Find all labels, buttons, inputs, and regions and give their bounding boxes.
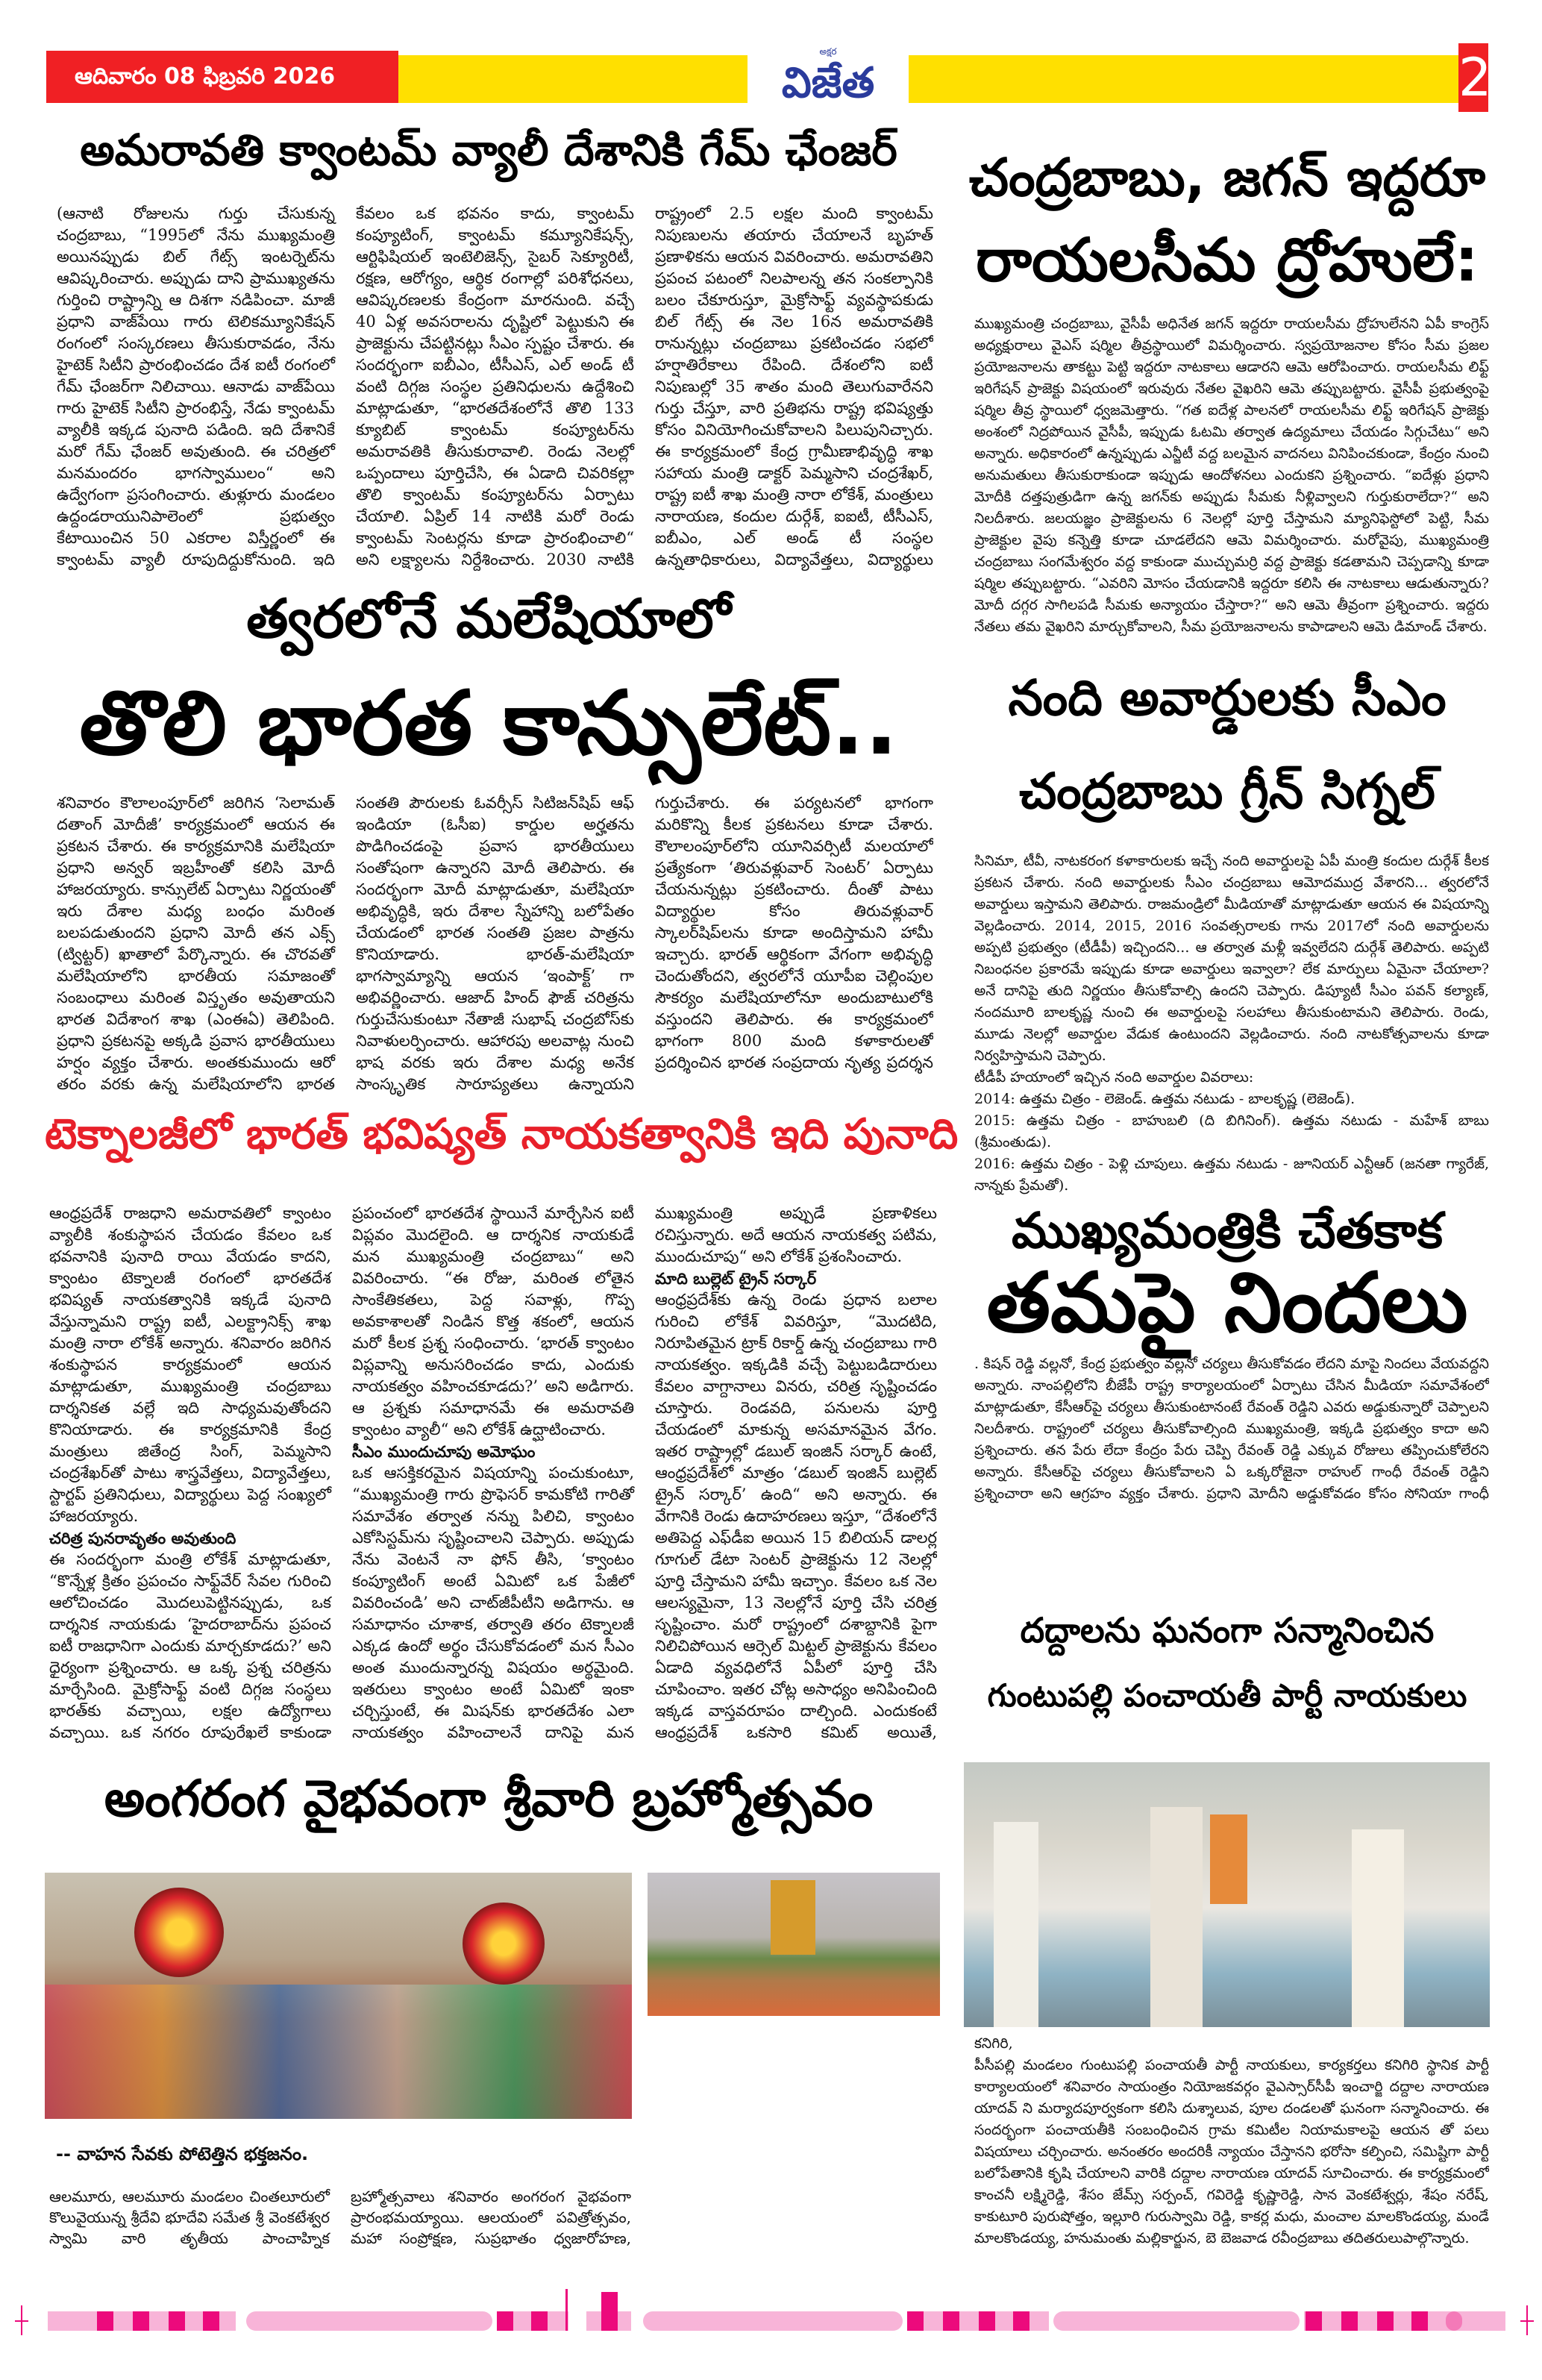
paragraph: సినిమా, టీవీ, నాటకరంగ కళాకారులకు ఇచ్చే నంది అవార్డులపై ఏపీ మంత్రి కందుల దుర్గేశ్ కీలక ప్రకటన చేశారు. నంది అవార్డులకు సీఎం చంద్రబాబు ఆమోదముద్ర వేశారని... త్వరలోనే అవార్డులు ఇస్తామని తెలిపారు. రాజమండ్రిలో మీడియాతో మాట్లాడుతూ ఆయన ఈ విషయాన్ని వెల్లడించారు. 2014, 2015, 2016 సంవత్సరాలకు గాను 2017లో నంది అవార్డులను అప్పటి ప్రభుత్వం (టీడీపీ) ఇచ్చిందని... ఆ తర్వాత మళ్లీ ఇవ్వలేదని దుర్గేశ్ తెలిపారు. అప్పటి నిబంధనల ప్రకారమే ఇప్పుడు కూడా అవార్డులు ఇవ్వాలా? లేక మార్పులు ఏమైనా చేయాలా? అనే దానిపై తుది నిర్ణయం తీసుకోవాల్సి ఉందని చెప్పారు. డిప్యూటీ సీఎం పవన్ కల్యాణ్, నందమూరి బాలకృష్ణ నుంచి ఈ అవార్డులపై సలహాలు తీసుకుంటామని తెలిపారు. రెండు, మూడు నెలల్లో అవార్డుల వేడుక ఉంటుందని వెల్లడించారు. నంది నాటకోత్సవాలను కూడా నిర్వహిస్తామని చెప్పారు. bbox=[974, 853, 1489, 1064]
paragraph: . కిషన్ రెడ్డి వల్లనో, కేంద్ర ప్రభుత్వం వల్లనో చర్యలు తీసుకోవడం లేదని మాపై నిందలు వేయవద్దని అన్నారు. నాంపల్లిలోని బీజేపీ రాష్ట్ర కార్యాలయంలో ఏర్పాటు చేసిన మీడియా సమావేశంలో మాట్లాడుతూ, కేసీఆర్‌పై చర్యలు తీసుకుంటానంటే రేవంత్ రెడ్డిని ఎవరు అడ్డుకున్నారో చెప్పాలని నిలదీశారు. రాష్ట్రంలో చర్యలు తీసుకోవాల్సింది ముఖ్యమంత్రి, ఇక్కడి ప్రభుత్వం కాదా అని ప్రశ్నించారు. తన పేరు లేదా కేంద్రం పేరు చెప్పి రేవంత్ రెడ్డి ఎక్కువ రోజులు తప్పించుకోలేరని అన్నారు. కేసీఆర్‌పై చర్యలు తీసుకోవాలని ఏ ఒక్కరోజైనా రాహుల్ గాంధీ రేవంత్ రెడ్డిని ప్రశ్నించారా అని ఆగ్రహం వ్యక్తం చేశారు. ప్రధాని మోదీని అడ్డుకోవడం కోసం సోనియా గాంధీ bbox=[974, 1356, 1489, 1502]
award-2016: 2016: ఉత్తమ చిత్రం - పెళ్లి చూపులు. ఉత్తమ నటుడు - జూనియర్ ఎన్టీఆర్ (జనతా గ్యారేజ్, నాన్నకు ప్రేమతో). bbox=[974, 1156, 1489, 1194]
paragraph: ముఖ్యమంత్రి చంద్రబాబు, వైసీపీ అధినేత జగన్ ఇద్దరూ రాయలసీమ ద్రోహులేనని ఏపీ కాంగ్రెస్ అధ్యక్షురాలు వైఎస్ షర్మిల తీవ్రస్థాయిలో విమర్శించారు. స్వప్రయోజనాల కోసం సీమ ప్రజల ప్రయోజనాలను తాకట్టు పెట్టి ఇద్దరూ నాటకాలు ఆడారని ఆమె ఆరోపించారు. రాయలసీమ లిఫ్ట్ ఇరిగేషన్ ప్రాజెక్టు విషయంలో ఇరువురు నేతల వైఖరిని ఆమె తప్పుబట్టారు. వైసీపీ ప్రభుత్వంపై షర్మిల తీవ్ర స్థాయిలో ధ్వజమెత్తారు. “గత ఐదేళ్ల పాలనలో రాయలసీమ లిఫ్ట్ ఇరిగేషన్ ప్రాజెక్టు అంశంలో నిద్రపోయిన వైసీపీ, ఇప్పుడు ఓటమి తర్వాత ఉద్యమాలు చేయడం సిగ్గుచేటు“ అని అన్నారు. అధికారంలో ఉన్నప్పుడు ఎన్జీటీ వద్ద బలమైన వాదనలు వినిపించకుండా, కేంద్రం నుంచి అనుమతులు తీసుకురాకుండా ఇప్పుడు ఆందోళనలు ఎందుకని ప్రశ్నించారు. “ఐదేళ్లు ప్రధాని మోదీకి దత్తపుత్రుడిగా ఉన్న జగన్‌కు అప్పుడు సీమకు నీళ్లివ్వాలని గుర్తుకురాలేదా?“ అని నిలదీశారు. జలయజ్ఞం ప్రాజెక్టులను 6 నెలల్లో పూర్తి చేస్తామని మ్యానిఫెస్టోలో పెట్టి, సీమ ప్రాజెక్టుల వైపు కన్నెత్తి కూడా చూడలేదని ఆమె విమర్శించారు. మరోవైపు, ముఖ్యమంత్రి చంద్రబాబు సంగమేశ్వరం వద్ద కాకుండా ముచ్చుమర్రి వద్ద ప్రాజెక్టు కడతామని చెప్పడాన్ని కూడా షర్మిల తప్పుబట్టారు. “ఎవరిని మోసం చేయడానికి ఇద్దరూ కలిసి ఈ నాటకాలు ఆడుతున్నారు? మోదీ దగ్గర సాగిలపడి సీమకు అన్యాయం చేస్తారా?“ అని ఆమె తీవ్రంగా ప్రశ్నించారు. ఇద్దరు నేతలు తమ వైఖరిని మార్చుకోవాలని, సీమ ప్రయోజనాలను కాపాడాలని ఆమె డిమాండ్ చేశారు. bbox=[974, 316, 1489, 635]
paragraph: (ఆనాటి రోజులను గుర్తు చేసుకున్న చంద్రబాబు, “1995లో నేను ముఖ్యమంత్రి అయినప్పుడు బిల్ గేట్స్ ఇంటర్నెట్‌ను ఆవిష్కరించారు. అప్పుడు దాని ప్రాముఖ్యతను గుర్తించి రాష్ట్రాన్ని ఆ దిశగా నడిపించా. మాజీ ప్రధాని వాజ్‌పేయి గారు టెలికమ్యూనికేషన్ రంగంలో సంస్కరణలు తీసుకురావడం, నేను హైటెక్ సిటీని ప్రారంభించడం దేశ ఐటీ రంగంలో గేమ్ ఛేంజర్‌గా నిలిచాయి. ఆనాడు వాజ్‌పేయి గారు హైటెక్ సిటీని ప్రారంభిస్తే, నేడు క్వాంటమ్ వ్యాలీకి ఇక్కడ పునాది పడింది. ఇది దేశానికే మరో గేమ్ ఛేంజర్ అవుతుంది. ఈ చరిత్రలో మనమందరం భాగస్వాములం“ అని ఉద్వేగంగా ప్రసంగించారు. తుళ్లూరు మండలం ఉద్దండరాయునిపాలెంలో ప్రభుత్వం కేటాయించిన 50 ఎకరాల విస్తీర్ణంలో ఈ క్వాంటమ్ వ్యాలీ రూపుదిద్దుకోనుంది. ఇది కేవలం ఒక భవనం కాదు, క్వాంటమ్ కంప్యూటింగ్, క్వాంటమ్ కమ్యూనికేషన్స్, ఆర్టిఫిషియల్ ఇంటెలిజెన్స్, సైబర్ సెక్యూరిటీ, రక్షణ, ఆరోగ్యం, ఆర్థిక రంగాల్లో పరిశోధనలు, ఆవిష్కరణలకు కేంద్రంగా మారనుంది. వచ్చే 40 ఏళ్ల అవసరాలను దృష్టిలో పెట్టుకుని ఈ ప్రాజెక్టును చేపట్టినట్లు సీఎం స్పష్టం చేశారు. ఈ సందర్భంగా ఐబీఎం, టీసీఎస్, ఎల్ అండ్ టీ వంటి దిగ్గజ సంస్థల ప్రతినిధులను ఉద్దేశించి మాట్లాడుతూ, “భారతదేశంలోనే తొలి 133 క్యూబిట్ క్వాంటమ్ కంప్యూటర్‌ను అమరావతికి తీసుకురావాలి. రెండు నెలల్లో ఒప్పందాలు పూర్తిచేసి, ఈ ఏడాది చివరికల్లా తొలి క్వాంటమ్ కంప్యూటర్‌ను ఏర్పాటు చేయాలి. ఏప్రిల్ 14 నాటికి మరో రెండు క్వాంటమ్ సెంటర్లను కూడా ప్రారంభించాలి“ అని లక్ష్యాలను నిర్దేశించారు. 2030 నాటికి రాష్ట్రంలో 2.5 లక్షల మంది క్వాంటమ్ నిపుణులను తయారు చేయాలనే బృహత్ ప్రణాళికను ఆయన వివరించారు. అమరావతిని ప్రపంచ పటంలో నిలపాలన్న తన సంకల్పానికి బలం చేకూరుస్తూ, మైక్రోసాఫ్ట్ వ్యవస్థాపకుడు బిల్ గేట్స్ ఈ నెల 16న అమరావతికి రానున్నట్లు చంద్రబాబు ప్రకటించడం సభలో హర్షాతిరేకాలు రేపింది. దేశంలోని ఐటీ నిపుణుల్లో 35 శాతం మంది తెలుగువారేనని గుర్తు చేస్తూ, వారి ప్రతిభను రాష్ట్ర భవిష్యత్తు కోసం వినియోగించుకోవాలని పిలుపునిచ్చారు. ఈ కార్యక్రమంలో కేంద్ర గ్రామీణాభివృద్ధి శాఖ సహాయ మంత్రి డాక్టర్ పెమ్మసాని చంద్రశేఖర్, రాష్ట్ర ఐటీ శాఖ మంత్రి నారా లోకేశ్, మంత్రులు నారాయణ, కందుల దుర్గేశ్, ఐఐటీ, టీసీఎస్, ఐబీఎం, ఎల్ అండ్ టీ సంస్థల ఉన్నతాధికారులు, విద్యావేత్తలు, విద్యార్థులు bbox=[57, 204, 933, 569]
dateline: కనిగిరి, bbox=[974, 2035, 1013, 2052]
headline-malaysia: తొలి భారత కాన్సులేట్.. bbox=[79, 671, 898, 774]
award-2015: 2015: ఉత్తమ చిత్రం - బాహుబలి (ది బిగినింగ్). ఉత్తమ నటుడు - మహేశ్ బాబు (శ్రీమంతుడు). bbox=[974, 1112, 1489, 1150]
page-number: 2 bbox=[1458, 47, 1492, 108]
award-2014: 2014: ఉత్తమ చిత్రం - లెజెండ్. ఉత్తమ నటుడు - బాలకృష్ణ (లెజెండ్). bbox=[974, 1091, 1355, 1107]
paragraph: ఆంధ్రప్రదేశ్ రాజధాని అమరావతిలో క్వాంటం వ్యాలీకి శంకుస్థాపన చేయడం కేవలం ఒక భవనానికి పునాది రాయి వేయడం కాదని, క్వాంటం టెక్నాలజీ రంగంలో భారతదేశ భవిష్యత్ నాయకత్వానికి ఇక్కడే పునాది వేస్తున్నామని రాష్ట్ర ఐటీ, ఎలక్ట్రానిక్స్ శాఖ మంత్రి నారా లోకేశ్ అన్నారు. శనివారం జరిగిన శంకుస్థాపన కార్యక్రమంలో ఆయన మాట్లాడుతూ, ముఖ్యమంత్రి చంద్రబాబు దార్శనికత వల్లే ఇది సాధ్యమవుతోందని కొనియాడారు. ఈ కార్యక్రమానికి కేంద్ర మంత్రులు జితేంద్ర సింగ్, పెమ్మసాని చంద్రశేఖర్‌తో పాటు శాస్త్రవేత్తలు, విద్యావేత్తలు, స్టార్టప్ ప్రతినిధులు, విద్యార్థులు పెద్ద సంఖ్యలో హాజరయ్యారు. bbox=[49, 1204, 331, 1525]
footer-decorative-bar bbox=[0, 2311, 1542, 2331]
subhead: సీఎం ముందుచూపు అమోఘం bbox=[352, 1442, 536, 1461]
headline-guntupalli-line1: దద్దాలను ఘనంగా సన్మానించిన bbox=[1020, 1610, 1435, 1650]
photo-party-felicitation bbox=[964, 1762, 1490, 2027]
subhead: చరిత్ర పునరావృతం అవుతుంది bbox=[49, 1529, 236, 1547]
article-body-guntupalli bbox=[974, 2033, 1489, 2272]
headline-brahmotsavam: అంగరంగ వైభవంగా శ్రీవారి బ్రహ్మోత్సవం bbox=[104, 1770, 874, 1829]
paragraph: ఈ సందర్భంగా మంత్రి లోకేశ్ మాట్లాడుతూ, “కొన్నేళ్ల క్రితం ప్రపంచం సాఫ్ట్‌వేర్ సేవల గురించి ఆలోచించడం మొదలుపెట్టినప్పుడు, ఒక దార్శనిక నాయకుడు ‘హైదరాబాద్‌ను ప్రపంచ ఐటీ రాజధానిగా ఎందుకు మార్చకూడదు?’ అని ధైర్యంగా ప్రశ్నించారు. ఆ ఒక్క ప్రశ్న చరిత్రను మార్చేసింది. మైక్రోసాఫ్ట్ వంటి దిగ్గజ సంస్థలు భారత్‌కు వచ్చాయి, లక్షల ఉద్యోగాలు వచ్చాయి. ఒక నగరం రూపురేఖలే కాకుండా ప్రపంచంలో భారతదేశ స్థాయినే మార్చేసిన ఐటీ విప్లవం మొదలైంది. ఆ దార్శనిక నాయకుడే మన ముఖ్యమంత్రి చంద్రబాబు“ అని వివరించారు. “ఈ రోజు, మరింత లోతైన సాంకేతికతలు, పెద్ద సవాళ్లు, గొప్ప అవకాశాలతో నిండిన కొత్త శకంలో, ఆయన మరో కీలక ప్రశ్న సంధించారు. ‘భారత్ క్వాంటం విప్లవాన్ని అనుసరించడం కాదు, ఎందుకు నాయకత్వం వహించకూడదు?’ అని అడిగారు. ఆ ప్రశ్నకు సమాధానమే ఈ అమరావతి క్వాంటం వ్యాలీ“ అని లోకేశ్ ఉద్ఘాటించారు. bbox=[49, 1204, 634, 1741]
paragraph: ఒక ఆసక్తికరమైన విషయాన్ని పంచుకుంటూ, “ముఖ్యమంత్రి గారు ప్రొఫెసర్ కామకోటి గారితో సమావేశం తర్వాత నన్ను పిలిచి, క్వాంటం ఎకోసిస్టమ్‌ను సృష్టించాలని చెప్పారు. అప్పుడు నేను వెంటనే నా ఫోన్ తీసి, ‘క్వాంటం కంప్యూటింగ్ అంటే ఏమిటో ఒక పేజీలో వివరించండి’ అని చాట్‌జీపీటీని అడిగాను. ఆ సమాధానం చూశాక, తర్వాతి తరం టెక్నాలజీ ఎక్కడ ఉందో అర్థం చేసుకోవడంలో మన సీఎం అంత ముందున్నారన్న విషయం అర్థమైంది. ఇతరులు క్వాంటం అంటే ఏమిటో ఇంకా చర్చిస్తుంటే, ఈ మిషన్‌కు భారతదేశం ఎలా నాయకత్వం వహించాలనే దానిపై మన ముఖ్యమంత్రి అప్పుడే ప్రణాళికలు రచిస్తున్నారు. అదే ఆయన నాయకత్వ పటిమ, ముందుచూపు“ అని లోకేశ్ ప్రశంసించారు. bbox=[352, 1204, 937, 1741]
masthead-yellow-bar-left bbox=[398, 55, 748, 103]
photo-caption: -- వాహన సేవకు పోటెత్తిన భక్తజనం. bbox=[56, 2143, 309, 2164]
masthead-yellow-bar-right bbox=[909, 55, 1462, 103]
paragraph: ఆలమూరు, ఆలమూరు మండలం చింతలూరులో కొలువైయున్న శ్రీదేవి భూదేవి సమేత శ్రీ వెంకటేశ్వర స్వామి వారి తృతీయ పాంచాహ్నిక బ్రహ్మోత్సవాలు శనివారం అంగరంగ వైభవంగా ప్రారంభమయ్యాయి. ఆలయంలో పవిత్రోత్సవం, మహా సంప్రోక్షణ, సుప్రభాతం ధ్వజారోహణ, bbox=[49, 2188, 631, 2247]
headline-rayalaseema-line2: రాయలసీమ ద్రోహులే: bbox=[976, 225, 1479, 295]
logo-small-text: అక్షర bbox=[819, 46, 837, 57]
article-body-brahmotsavam bbox=[49, 2186, 631, 2253]
newspaper-logo bbox=[753, 46, 903, 121]
paragraph: శనివారం కౌలాలంపూర్‌లో జరిగిన ‘సెలామత్ దతాంగ్ మోదీజీ’ కార్యక్రమంలో ఆయన ఈ ప్రకటన చేశారు. ఈ కార్యక్రమానికి మలేషియా ప్రధాని అన్వర్ ఇబ్రహీంతో కలిసి మోదీ హాజరయ్యారు. కాన్సులేట్ ఏర్పాటు నిర్ణయంతో ఇరు దేశాల మధ్య బంధం మరింత బలపడుతుందని ప్రధాని మోదీ తన ఎక్స్ (ట్విట్టర్) ఖాతాలో పేర్కొన్నారు. ఈ చొరవతో మలేషియాలోని భారతీయ సమాజంతో సంబంధాలు మరింత విస్తృతం అవుతాయని భారత విదేశాంగ శాఖ (ఎంఈఏ) తెలిపింది. ప్రధాని ప్రకటనపై అక్కడి ప్రవాస భారతీయులు హర్షం వ్యక్తం చేశారు. అంతకుముందు ఆరో తరం వరకు ఉన్న మలేషియాలోని భారత సంతతి పౌరులకు ఓవర్సీస్ సిటిజన్‌షిప్ ఆఫ్ ఇండియా (ఓసీఐ) కార్డుల అర్హతను పొడిగించడంపై ప్రవాస భారతీయులు సంతోషంగా ఉన్నారని మోదీ తెలిపారు. ఈ సందర్భంగా మోదీ మాట్లాడుతూ, మలేషియా అభివృద్ధికి, ఇరు దేశాల స్నేహాన్ని బలోపేతం చేయడంలో భారత సంతతి ప్రజల పాత్రను కొనియాడారు. భారత్-మలేషియా భాగస్వామ్యాన్ని ఆయన ‘ఇంపాక్ట్’ గా అభివర్ణించారు. ఆజాద్ హింద్ ఫౌజ్ చరిత్రను గుర్తుచేసుకుంటూ నేతాజీ సుభాష్ చంద్రబోస్‌కు నివాళులర్పించారు. ఆహారపు అలవాట్ల నుంచి భాష వరకు ఇరు దేశాల మధ్య అనేక సాంస్కృతిక సారూప్యతలు ఉన్నాయని గుర్తుచేశారు. ఈ పర్యటనలో భాగంగా మరికొన్ని కీలక ప్రకటనలు కూడా చేశారు. కౌలాలంపూర్‌లోని యూనివర్సిటీ మలయాలో ప్రత్యేకంగా ‘తిరువళ్లువార్ సెంటర్’ ఏర్పాటు చేయనున్నట్లు ప్రకటించారు. దీంతో పాటు విద్యార్థుల కోసం తిరువళ్లువార్ స్కాలర్‌షిప్‌లను కూడా అందిస్తామని హామీ ఇచ్చారు. భారత్ ఆర్థికంగా వేగంగా అభివృద్ధి చెందుతోందని, త్వరలోనే యూపీఐ చెల్లింపుల సౌకర్యం మలేషియాలోనూ అందుబాటులోకి వస్తుందని తెలిపారు. ఈ కార్యక్రమంలో భాగంగా 800 మంది కళాకారులతో ప్రదర్శించిన భారత సంప్రదాయ నృత్య ప్రదర్శన bbox=[57, 794, 933, 1093]
headline-guntupalli-line2: గుంటుపల్లి పంచాయతీ పార్టీ నాయకులు bbox=[987, 1677, 1467, 1714]
kicker-malaysia: త్వరలోనే మలేషియాలో bbox=[246, 587, 731, 650]
headline-nandi-line2: చంద్రబాబు గ్రీన్ సిగ్నల్ bbox=[1019, 762, 1435, 820]
headline-rayalaseema-line1: చంద్రబాబు, జగన్ ఇద్దరూ bbox=[968, 147, 1486, 208]
article-body-malaysia bbox=[57, 792, 933, 1098]
paragraph: టీడీపీ హయాంలో ఇచ్చిన నంది అవార్డుల వివరాలు: bbox=[974, 1069, 1254, 1086]
article-body-nandi bbox=[974, 851, 1489, 1201]
article-body-rayalaseema bbox=[974, 313, 1489, 649]
article-body-quantum bbox=[57, 203, 933, 572]
photo-chariot-procession bbox=[648, 1873, 940, 2016]
article-body-technology bbox=[49, 1203, 937, 1751]
logo-text: విజేత bbox=[781, 59, 875, 107]
photo-procession-women bbox=[45, 1873, 632, 2119]
article-body-kishan bbox=[974, 1353, 1489, 1505]
headline-nandi-line1: నంది అవార్డులకు సీఎం bbox=[1008, 669, 1447, 727]
paragraph: ఆంధ్రప్రదేశ్‌కు ఉన్న రెండు ప్రధాన బలాల గురించి లోకేశ్ వివరిస్తూ, “మొదటిది, నిరూపితమైన ట్రాక్ రికార్డ్ ఉన్న చంద్రబాబు గారి నాయకత్వం. ఇక్కడికి వచ్చే పెట్టుబడిదారులు కేవలం వాగ్దానాలు వినరు, చరిత్ర సృష్టించడం చూస్తారు. రెండవది, పనులను పూర్తి చేయడంలో మాకున్న అసమానమైన వేగం. ఇతర రాష్ట్రాల్లో డబుల్ ఇంజిన్ సర్కార్ ఉంటే, ఆంధ్రప్రదేశ్‌లో మాత్రం ‘డబుల్ ఇంజిన్ బుల్లెట్ ట్రైన్ సర్కార్’ ఉంది“ అని అన్నారు. ఈ వేగానికి రెండు ఉదాహరణలు ఇస్తూ, “దేశంలోనే అతిపెద్ద ఎఫ్‌డీఐ అయిన 15 బిలియన్ డాలర్ల గూగుల్ డేటా సెంటర్ ప్రాజెక్టును 12 నెలల్లో పూర్తి చేస్తామని హామీ ఇచ్చాం. కేవలం ఒక నెల ఆలస్యమైనా, 13 నెలల్లోనే పూర్తి చేసి చరిత్ర సృష్టించాం. మరో రాష్ట్రంలో దశాబ్దానికి పైగా నిలిచిపోయిన ఆర్సెల్ మిట్టల్ ప్రాజెక్టును కేవలం ఏడాది వ్యవధిలోనే ఏపీలో పూర్తి చేసి చూపించాం. ఇతర చోట్ల అసాధ్యం అనిపించింది ఇక్కడ వాస్తవరూపం దాల్చింది. ఎందుకంటే ఆంధ్రప్రదేశ్ ఒకసారి కమిట్ అయితే, bbox=[655, 1291, 937, 1741]
headline-technology: టెక్నాలజీలో భారత్ భవిష్యత్ నాయకత్వానికి ఇది పునాది bbox=[45, 1110, 959, 1159]
masthead-date: ఆదివారం 08 ఫిబ్రవరి 2026 bbox=[75, 63, 336, 90]
headline-quantum: అమరావతి క్వాంటమ్ వ్యాలీ దేశానికి గేమ్ ఛేంజర్ bbox=[80, 125, 897, 175]
headline-kishan-line2: తమపై నిందలు bbox=[986, 1255, 1468, 1350]
paragraph: పీసీపల్లి మండలం గుంటుపల్లి పంచాయతీ పార్టీ నాయకులు, కార్యకర్తలు కనిగిరి స్థానిక పార్టీ కార్యాలయంలో శనివారం సాయంత్రం నియోజకవర్గం వైఎస్సార్‌సీపీ ఇంచార్జి దద్దాల నారాయణ యాదవ్ ని మర్యాదపూర్వకంగా కలిసి దుశ్శాలువ, పూల దండలతో ఘనంగా సన్మానించారు. ఈ సందర్భంగా పంచాయతీకి సంబంధించిన గ్రామ కమిటీల నియామకాలపై ఆయన తో పలు విషయాలు చర్చించారు. అనంతరం అందరికీ న్యాయం చేస్తానని భరోసా కల్పించి, సమిష్టిగా పార్టీ బలోపేతానికి కృషి చేయాలని వారికి దద్దాల నారాయణ యాదవ్ సూచించారు. ఈ కార్యక్రమంలో కాంచనీ లక్ష్మిరెడ్డి, శేసం జేమ్స్ సర్పంచ్, గవిరెడ్డి కృష్ణారెడ్డి, సాన వెంకటేశ్వర్లు, శేషం నరేష్, కాకుటూరి పురుషోత్తం, ఇల్లూరి గురుస్వామి రెడ్డి, కాకర్ల మధు, మంచాల మాలకొండయ్య, మండే మాలకొండయ్య, హనుమంతు మల్లికార్జున, బె బెజవాడ రవీంద్రబాబు తదితరులుపాల్గొన్నారు. bbox=[974, 2057, 1489, 2246]
subhead: మాది బుల్లెట్ ట్రైన్ సర్కార్ bbox=[655, 1269, 817, 1288]
headline-kishan-line1: ముఖ్యమంత్రికి చేతకాక bbox=[1012, 1202, 1443, 1259]
